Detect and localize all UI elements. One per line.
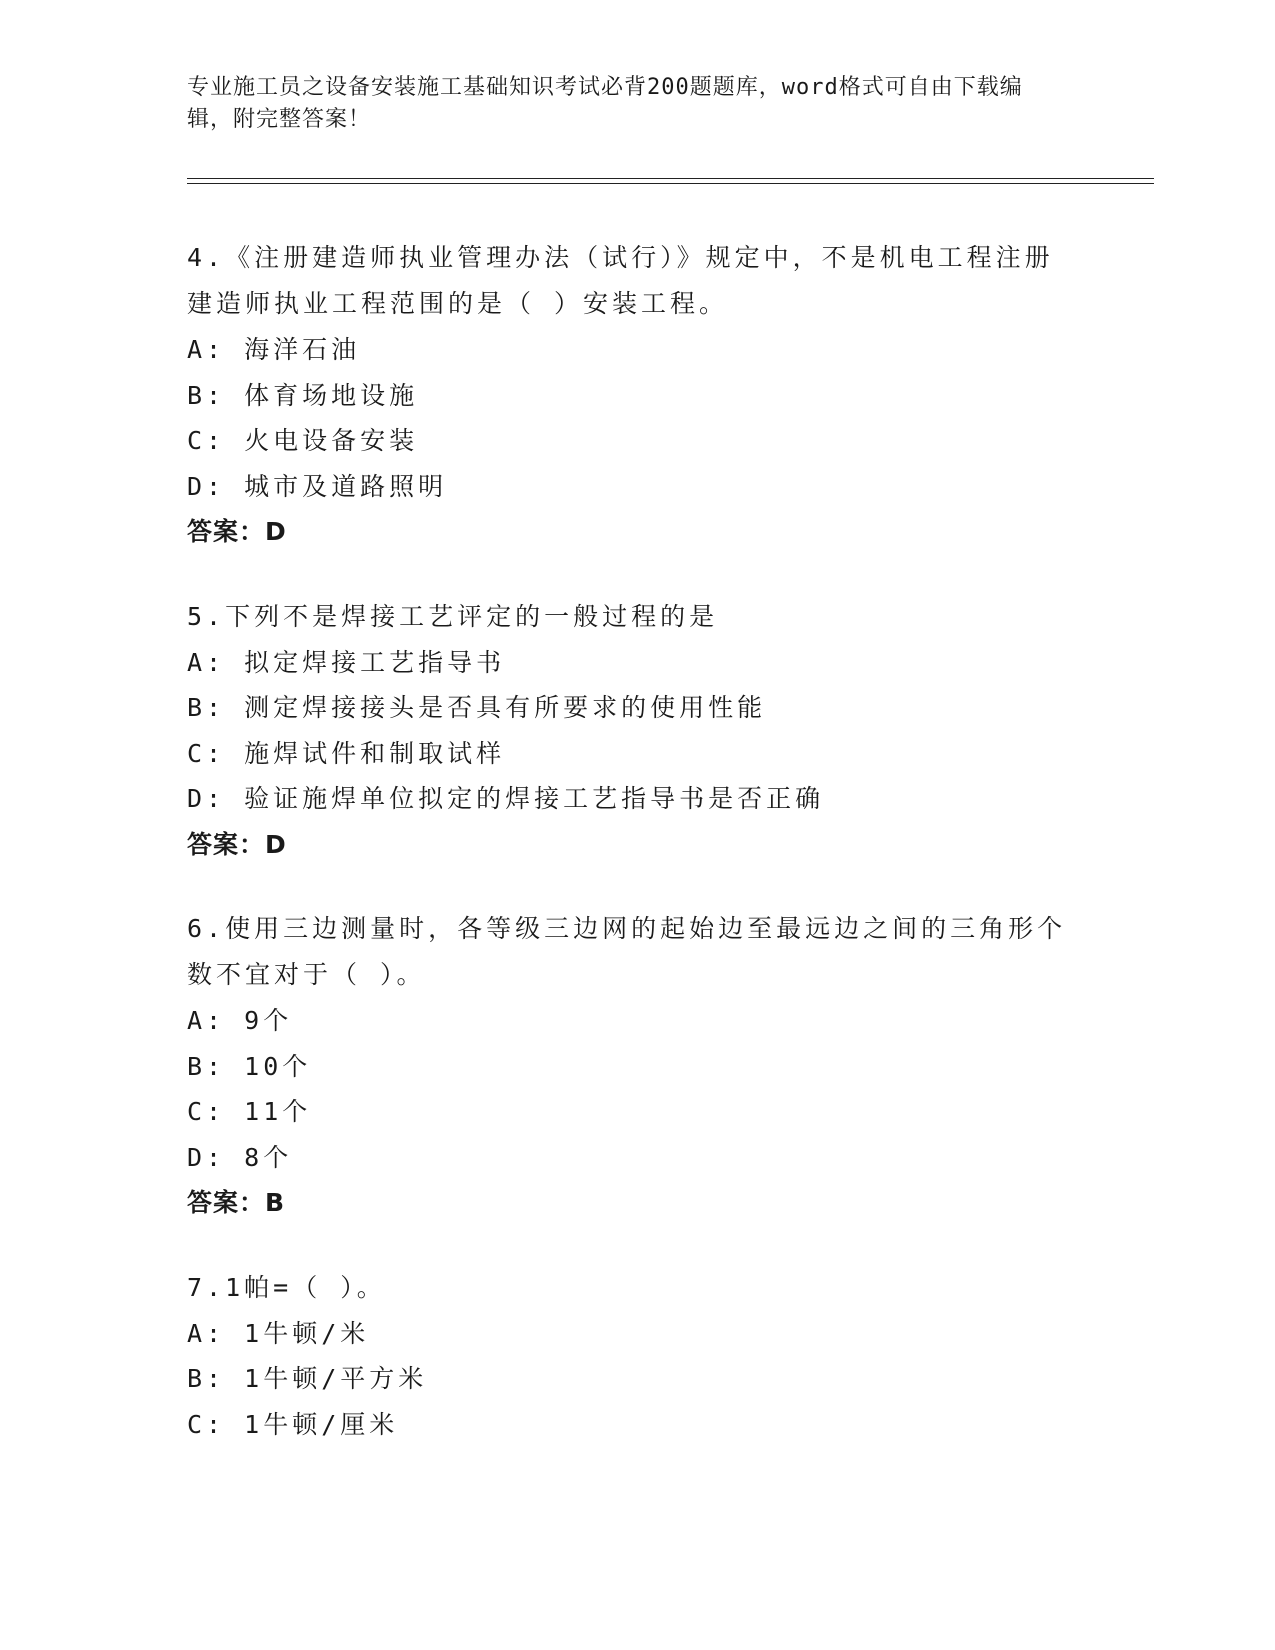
option-c: C: 施焊试件和制取试样 bbox=[187, 738, 506, 768]
answer-label: 答案：B bbox=[187, 1188, 286, 1217]
option-c: C: 1牛顿/厘米 bbox=[187, 1409, 399, 1439]
option-b: B: 10个 bbox=[187, 1051, 312, 1081]
header-divider-bottom bbox=[187, 183, 1154, 184]
question-6 bbox=[187, 906, 1067, 1226]
option-a: A: 1牛顿/米 bbox=[187, 1318, 370, 1348]
option-b: B: 1牛顿/平方米 bbox=[187, 1364, 428, 1393]
question-stem: 7.1帕=（ ）。 bbox=[187, 1272, 386, 1302]
question-4 bbox=[187, 235, 1067, 555]
header-divider-top bbox=[187, 178, 1154, 179]
option-d: D: 城市及道路照明 bbox=[187, 471, 448, 501]
option-b: B: 体育场地设施 bbox=[187, 380, 419, 410]
option-d: D: 验证施焊单位拟定的焊接工艺指导书是否正确 bbox=[187, 784, 825, 813]
option-d: D: 8个 bbox=[187, 1142, 293, 1172]
option-c: C: 火电设备安装 bbox=[187, 426, 419, 455]
option-a: A: 9个 bbox=[187, 1006, 293, 1035]
question-7 bbox=[187, 1265, 1067, 1448]
document-title: 专业施工员之设备安装施工基础知识考试必背200题题库，word格式可自由下载编辑，附完整答案！ bbox=[187, 75, 1023, 132]
option-b: B: 测定焊接接头是否具有所要求的使用性能 bbox=[187, 693, 767, 722]
option-c: C: 11个 bbox=[187, 1097, 312, 1126]
option-a: A: 海洋石油 bbox=[187, 335, 361, 364]
question-stem: 5.下列不是焊接工艺评定的一般过程的是 bbox=[187, 601, 719, 631]
question-stem: 6.使用三边测量时，各等级三边网的起始边至最远边之间的三角形个数不宜对于（ ）。 bbox=[187, 914, 1067, 989]
option-a: A: 拟定焊接工艺指导书 bbox=[187, 647, 506, 677]
question-stem: 4.《注册建造师执业管理办法（试行）》规定中，不是机电工程注册建造师执业工程范围的是（ ）安装工程。 bbox=[187, 243, 1054, 318]
question-5 bbox=[187, 594, 1067, 868]
answer-label: 答案：D bbox=[187, 517, 287, 546]
answer-label: 答案：D bbox=[187, 829, 287, 859]
question-list bbox=[187, 235, 1067, 1486]
